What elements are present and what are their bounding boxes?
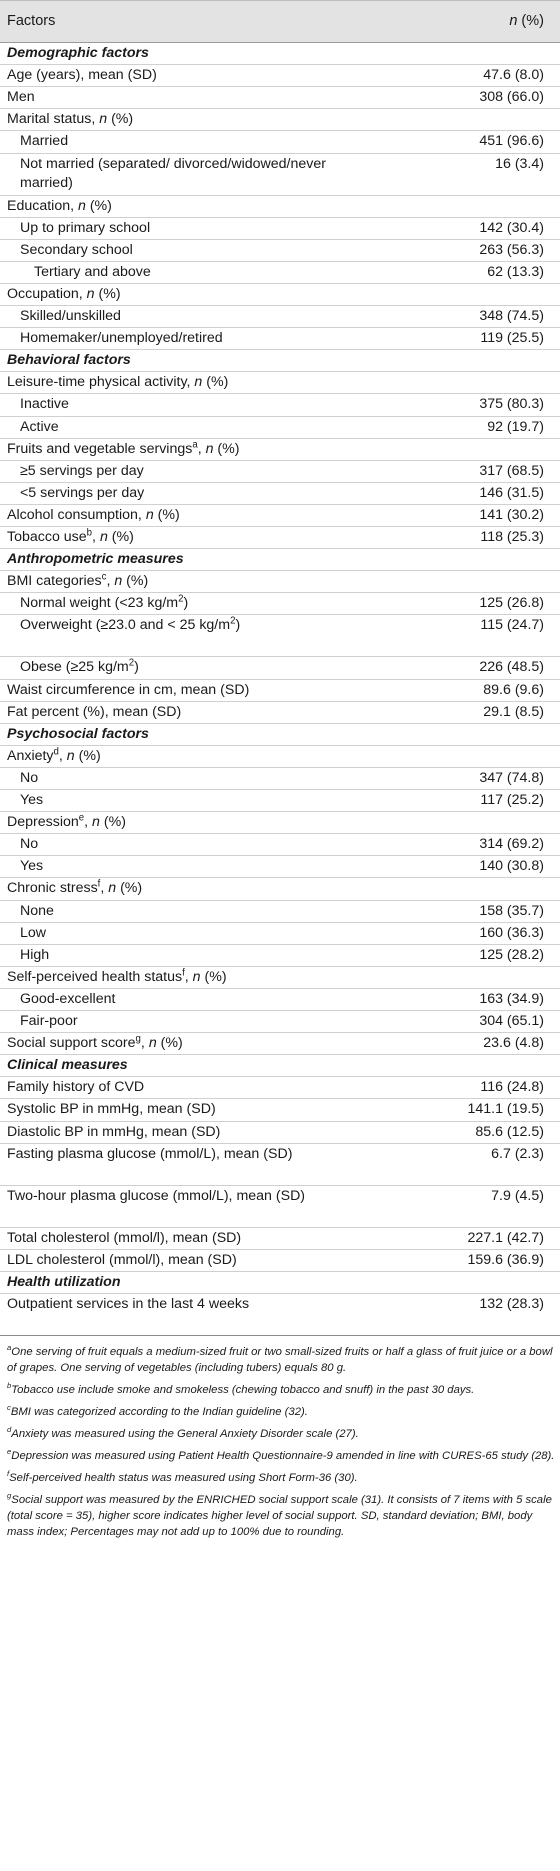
table-row — [0, 571, 560, 593]
table-row — [0, 1033, 560, 1055]
row-label: ≥5 servings per day — [20, 462, 144, 479]
row-label: Age (years), mean (SD) — [7, 67, 157, 84]
row-label: Outpatient services in the last 4 weeks — [7, 1295, 250, 1312]
row-value: 117 (25.2) — [480, 792, 544, 808]
row-label: Self-perceived health status$^f$, n (%) — [7, 967, 227, 985]
table-row — [0, 240, 560, 262]
table-row — [0, 328, 560, 350]
row-value: 132 (28.3) — [479, 1295, 544, 1312]
row-label: Overweight (≥23.0 and < 25 $kg/m^2$) — [20, 615, 241, 634]
footnotes — [7, 1344, 555, 1546]
section-label: Behavioral factors — [7, 352, 131, 369]
row-label: Yes — [20, 858, 44, 875]
row-value: 115 (24.7) — [480, 617, 544, 634]
table-row — [0, 1077, 560, 1099]
section-row — [0, 1272, 560, 1294]
row-value: 29.1 (8.5) — [483, 703, 544, 720]
section-row — [0, 1055, 560, 1077]
table-row — [0, 812, 560, 834]
row-label: Waist circumference in cm, mean (SD) — [7, 681, 250, 698]
footnote: $^c$BMI was categorized according to the Indian guideline (32). — [7, 1403, 308, 1418]
row-value: 314 (69.2) — [479, 836, 544, 853]
row-value: 226 (48.5) — [479, 659, 544, 676]
row-label: Yes — [20, 792, 44, 808]
table-row — [0, 680, 560, 702]
table-row — [0, 856, 560, 878]
row-value: 6.7 (2.3) — [491, 1145, 544, 1162]
table-row — [0, 527, 560, 549]
row-label: Tobacco use$^b$, n (%) — [7, 527, 134, 545]
row-value: 125 (26.8) — [479, 595, 544, 612]
table-row — [0, 768, 560, 790]
table-row — [0, 1228, 560, 1250]
table-row — [0, 483, 560, 505]
section-label: Anthropometric measures — [7, 551, 184, 568]
row-value: 141 (30.2) — [479, 506, 544, 523]
footnote: $^e$Depression was measured using Patient Health Questionnaire-9 amended in line with CURES-65 study (28). — [7, 1447, 555, 1462]
table-row — [0, 1294, 560, 1336]
row-label: Homemaker/unemployed/retired — [20, 330, 223, 347]
section-row — [0, 43, 560, 65]
row-label: Total cholesterol (mmol/l), mean (SD) — [7, 1229, 242, 1246]
row-label: <5 servings per day — [20, 484, 145, 501]
row-label: Men — [7, 89, 35, 106]
row-label: Not married (separated/ divorced/widowed/never married) — [20, 155, 326, 191]
table-row — [0, 394, 560, 416]
row-value: 92 (19.7) — [487, 418, 544, 435]
table-row — [0, 109, 560, 131]
row-label: BMI categories$^c$, n (%) — [7, 571, 149, 590]
row-label: Good-excellent — [20, 990, 116, 1007]
row-label: Family history of CVD — [7, 1079, 145, 1096]
section-row — [0, 724, 560, 746]
row-value: 348 (74.5) — [479, 308, 544, 324]
row-label: Social support score$^g$, n (%) — [7, 1033, 183, 1052]
row-value: 23.6 (4.8) — [483, 1035, 544, 1052]
table-row — [0, 615, 560, 657]
footnote: $^d$Anxiety was measured using the General Anxiety Disorder scale (27). — [7, 1425, 359, 1440]
row-value: 118 (25.3) — [480, 529, 544, 545]
table-row — [0, 834, 560, 856]
row-label: Anxiety$^d$, n (%) — [7, 746, 101, 764]
row-label: Depression$^e$, n (%) — [7, 812, 126, 831]
section-row — [0, 549, 560, 571]
header-n-percent: n (%) — [509, 13, 544, 29]
row-label: Fasting plasma glucose (mmol/L), mean (SD) — [7, 1145, 293, 1162]
row-value: 47.6 (8.0) — [483, 67, 544, 84]
row-label: None — [20, 902, 54, 919]
table-row — [0, 989, 560, 1011]
row-value: 85.6 (12.5) — [475, 1123, 544, 1140]
row-label: Education, n (%) — [7, 197, 112, 214]
row-value: 159.6 (36.9) — [467, 1251, 544, 1268]
row-label: Marital status, n (%) — [7, 111, 134, 128]
row-value: 125 (28.2) — [479, 946, 544, 963]
row-label: Married — [20, 133, 69, 150]
row-value: 119 (25.5) — [480, 330, 544, 347]
row-label: No — [20, 769, 39, 786]
row-label: Up to primary school — [20, 219, 151, 236]
footnote: $^g$Social support was measured by the ENRICHED social support scale (31). It consists of 7 items with 5 scale (total score = 35), higher score indicates higher level of social support. SD, standard deviation; BMI, body mass index; Percentages may not add up to 100% due to rounding. — [7, 1491, 552, 1538]
table-row — [0, 746, 560, 768]
table-row — [0, 218, 560, 240]
row-label: Fair-poor — [20, 1013, 78, 1029]
table-row — [0, 1011, 560, 1033]
row-value: 89.6 (9.6) — [483, 681, 544, 698]
row-label: Occupation, n (%) — [7, 285, 121, 302]
row-label: Fat percent (%), mean (SD) — [7, 703, 182, 720]
footnote: $^a$One serving of fruit equals a medium-sized fruit or two small-sized fruits or half a glass of fruit juice or a bowl of grapes. One serving of vegetables (including tubers) equals 80 g. — [7, 1343, 553, 1374]
table-row — [0, 439, 560, 461]
row-value: 375 (80.3) — [479, 396, 544, 413]
table-header — [0, 0, 560, 43]
row-value: 140 (30.8) — [479, 858, 544, 875]
table-row — [0, 306, 560, 328]
row-label: Chronic stress$^f$, n (%) — [7, 878, 143, 897]
row-value: 141.1 (19.5) — [467, 1101, 544, 1118]
row-label: Normal weight (<23 $kg/m^2$) — [20, 593, 189, 612]
row-label: Fruits and vegetable servings$^a$, n (%) — [7, 438, 240, 457]
row-value: 158 (35.7) — [479, 902, 544, 919]
row-label: Low — [20, 924, 47, 941]
row-value: 7.9 (4.5) — [491, 1187, 544, 1204]
row-label: LDL cholesterol (mmol/l), mean (SD) — [7, 1251, 237, 1268]
row-label: Two-hour plasma glucose (mmol/L), mean (SD) — [7, 1187, 306, 1204]
section-label: Psychosocial factors — [7, 725, 149, 742]
table-row — [0, 372, 560, 394]
table-row — [0, 1250, 560, 1272]
table-row — [0, 196, 560, 218]
table-row — [0, 131, 560, 153]
row-divider — [0, 1335, 560, 1336]
table-row — [0, 657, 560, 679]
table-row — [0, 945, 560, 967]
table-row — [0, 1144, 560, 1186]
table-row — [0, 593, 560, 615]
row-value: 163 (34.9) — [479, 990, 544, 1007]
row-label: Leisure-time physical activity, n (%) — [7, 374, 229, 391]
section-row — [0, 350, 560, 372]
table-row — [0, 967, 560, 989]
footnote: $^f$Self-perceived health status was measured using Short Form-36 (30). — [7, 1469, 358, 1484]
row-value: 308 (66.0) — [479, 89, 544, 106]
row-value: 263 (56.3) — [479, 241, 544, 258]
section-label: Health utilization — [7, 1273, 121, 1290]
row-label: Obese (≥25 $kg/m^2$) — [20, 657, 139, 676]
table-row — [0, 262, 560, 284]
row-value: 62 (13.3) — [487, 263, 544, 280]
row-label: Systolic BP in mmHg, mean (SD) — [7, 1101, 216, 1118]
table-row — [0, 1122, 560, 1144]
table-row — [0, 1099, 560, 1121]
row-value: 347 (74.8) — [479, 769, 544, 786]
row-label: Active — [20, 418, 59, 435]
table-row — [0, 284, 560, 306]
row-value: 146 (31.5) — [479, 484, 544, 501]
row-label: Inactive — [20, 396, 69, 413]
row-value: 304 (65.1) — [479, 1013, 544, 1029]
row-value: 317 (68.5) — [479, 462, 544, 479]
table-row — [0, 461, 560, 483]
row-value: 142 (30.4) — [479, 219, 544, 236]
table-row — [0, 1186, 560, 1228]
row-label: Skilled/unskilled — [20, 308, 121, 324]
row-value: 16 (3.4) — [495, 155, 544, 172]
row-value: 451 (96.6) — [479, 133, 544, 150]
row-label: Secondary school — [20, 241, 133, 258]
table-row — [0, 901, 560, 923]
table-row — [0, 790, 560, 812]
table-row — [0, 87, 560, 109]
row-label: High — [20, 946, 50, 963]
table-row — [0, 923, 560, 945]
row-label: Diastolic BP in mmHg, mean (SD) — [7, 1123, 221, 1140]
table-row — [0, 154, 560, 196]
table-row — [0, 505, 560, 527]
section-label: Clinical measures — [7, 1057, 128, 1074]
row-label: No — [20, 836, 39, 853]
header-factors: Factors — [7, 13, 56, 29]
row-value: 227.1 (42.7) — [467, 1229, 544, 1246]
footnote: $^b$Tobacco use include smoke and smokeless (chewing tobacco and snuff) in the past 30 days. — [7, 1381, 475, 1396]
row-label: Tertiary and above — [34, 263, 151, 280]
row-value: 116 (24.8) — [480, 1079, 544, 1096]
table-row — [0, 65, 560, 87]
row-value: 160 (36.3) — [479, 924, 544, 941]
row-label: Alcohol consumption, n (%) — [7, 506, 180, 523]
table-row — [0, 878, 560, 900]
section-label: Demographic factors — [7, 45, 149, 61]
table-row — [0, 702, 560, 724]
table-row — [0, 417, 560, 439]
